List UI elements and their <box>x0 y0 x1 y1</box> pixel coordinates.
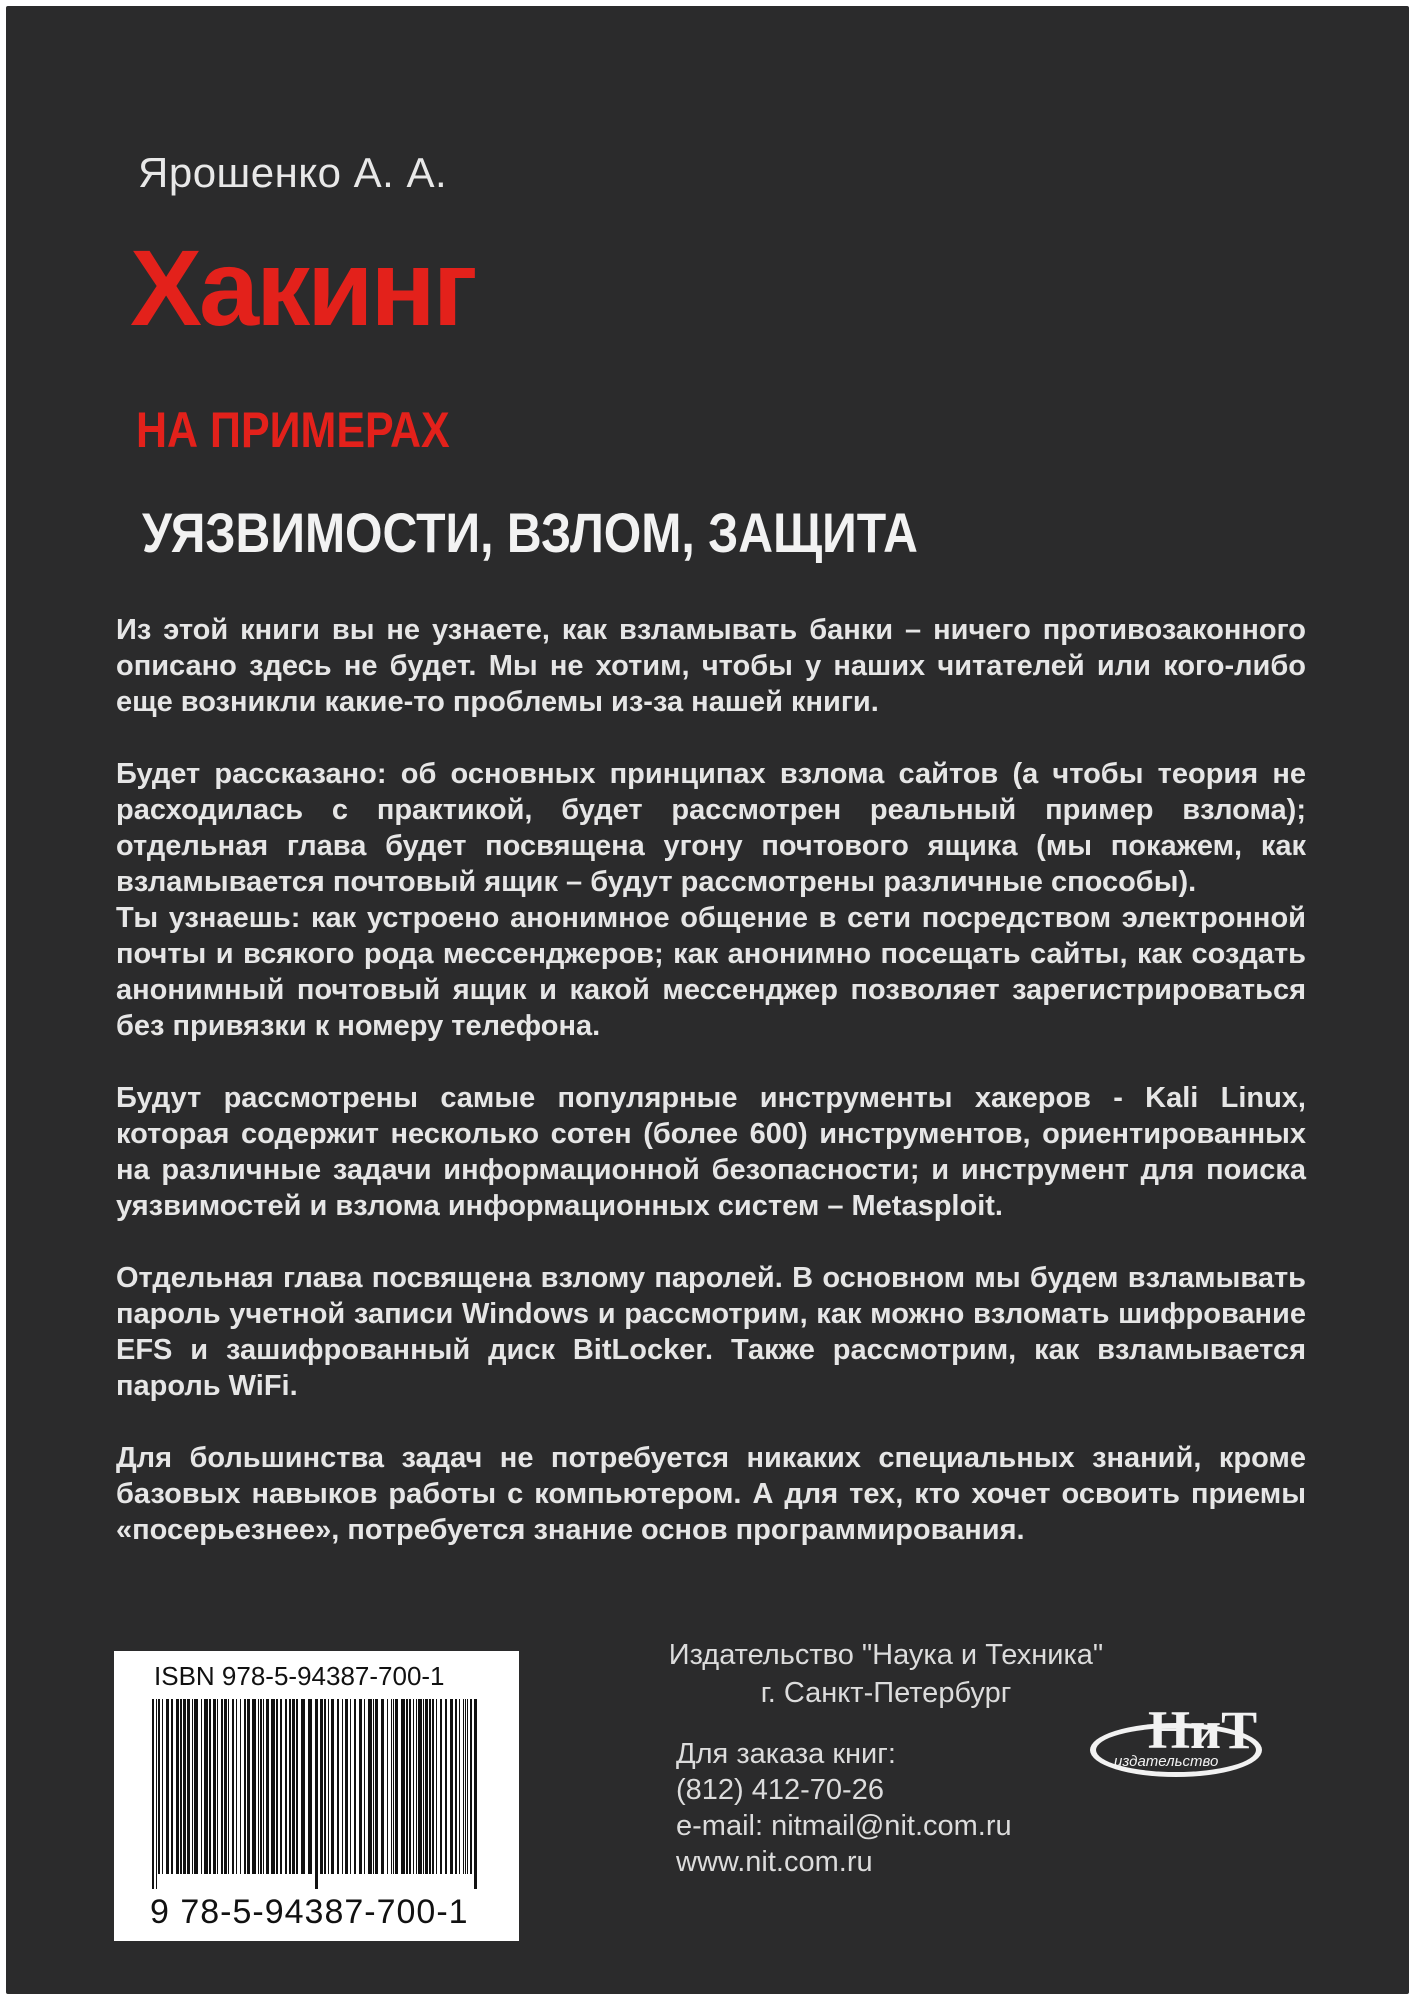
order-phone: (812) 412-70-26 <box>676 1774 884 1806</box>
publisher-city: г. Санкт-Петербург <box>760 1677 1012 1709</box>
order-website[interactable]: www.nit.com.ru <box>676 1846 873 1878</box>
logo-mark: НиТ <box>1148 1700 1258 1760</box>
description-paragraph: Из этой книги вы не узнаете, как взламывать банки – ничего противозаконного описано здесь не будет. Мы не хотим, чтобы у наших читателей или кого-либо еще возникли какие-то проблемы из-за нашей книги. <box>116 614 1306 718</box>
description-paragraph: Ты узнаешь: как устроено анонимное общение в сети посредством электронной почты и всякого рода мессенджеров; как анонимно посещать сайты, как создать анонимный почтовый ящик и какой мессенджер позволяет зарегистрироваться без привязки к номеру телефона. <box>116 902 1306 1042</box>
logo-caption: издательство <box>1114 1753 1219 1770</box>
isbn-number: 9 78-5-94387-700-1 <box>150 1893 469 1931</box>
barcode-icon <box>152 1699 482 1889</box>
order-label: Для заказа книг: <box>676 1738 896 1770</box>
publisher-name: Издательство "Наука и Техника" <box>668 1639 1104 1671</box>
isbn-label: ISBN 978-5-94387-700-1 <box>154 1661 445 1691</box>
publisher-logo-icon <box>1088 1700 1290 1784</box>
author-name: Ярошенко А. А. <box>138 149 448 196</box>
description-paragraph: Отдельная глава посвящена взлому паролей. В основном мы будем взламывать пароль учетной записи Windows и рассмотрим, как можно взломать шифрование EFS и зашифрованный диск BitLocker. Также рассмотрим, как взламывается пароль WiFi. <box>116 1262 1306 1402</box>
book-back-cover <box>6 6 1409 1994</box>
order-contacts <box>676 1736 1012 1880</box>
book-title: Хакинг <box>130 227 475 348</box>
description-paragraph: Для большинства задач не потребуется никаких специальных знаний, кроме базовых навыков работы с компьютером. А для тех, кто хочет освоить приемы «посерьезнее», потребуется знание основ программирования. <box>116 1442 1306 1546</box>
description-paragraph: Будут рассмотрены самые популярные инструменты хакеров - Kali Linux, которая содержит несколько сотен (более 600) инструментов, ориентированных на различные задачи информационной безопасности; и инструмент для поиска уязвимостей и взлома информационных систем – Metasploit. <box>116 1082 1306 1222</box>
description <box>116 612 1306 1548</box>
book-subtitle: НА ПРИМЕРАХ <box>136 402 450 458</box>
description-paragraph: Будет рассказано: об основных принципах взлома сайтов (а чтобы теория не расходилась с практикой, будет рассмотрен реальный пример взлома); отдельная глава будет посвящена угону почтового ящика (мы покажем, как взламывается почтовый ящик – будут рассмотрены различные способы). <box>116 758 1306 898</box>
book-tagline: УЯЗВИМОСТИ, ВЗЛОМ, ЗАЩИТА <box>142 501 918 564</box>
order-email[interactable]: e-mail: nitmail@nit.com.ru <box>676 1810 1012 1842</box>
isbn-barcode-box <box>114 1651 519 1941</box>
